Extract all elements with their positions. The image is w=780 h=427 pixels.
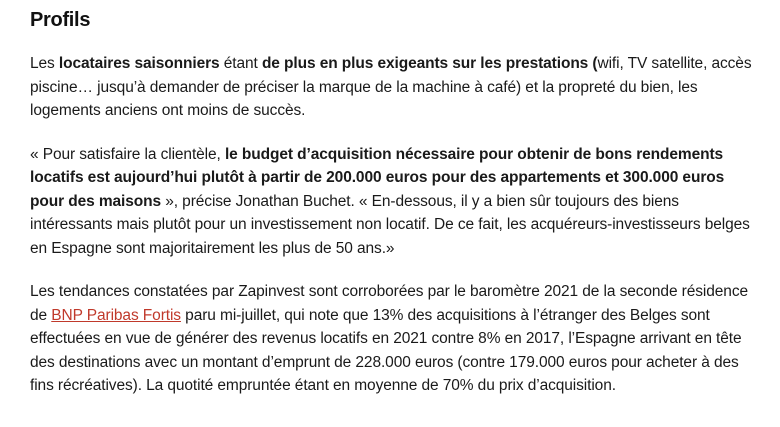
p1-bold-1: locataires saisonniers (58, 55, 220, 72)
p3-text-2: paru mi-juillet, qui note que 13% des acquisitions à l’étranger des Belges sont effectuées en vue de générer des revenus locatifs en 2021 contre 8% en 2017, l’Espagne arrivant en tête des destinations avec un montant d’emprunt de 228.000 euros (contre 179.000 euros pour acheter à des fins récréatives). La quotité empruntée étant en moyenne de 70% du prix d’acquisition. (30, 306, 742, 394)
bnp-paribas-fortis-link[interactable]: BNP Paribas Fortis (51, 306, 181, 324)
paragraph-1 (30, 52, 755, 123)
p2-text-2: », précise Jonathan Buchet. « En-dessous, il y a bien sûr toujours des biens intéressants mais plutôt pour un investissement non locatif. De ce fait, les acquéreurs-investisseurs belges en Espagne sont majoritairement les plus de 50 ans.» (30, 192, 750, 257)
section-heading: Profils (30, 9, 91, 31)
paragraph-2 (30, 143, 755, 261)
p2-bold-1: le budget d’acquisition nécessaire pour obtenir de bons rendements locatifs est aujourd’hui plutôt à partir de 200.000 euros pour des appartements et 300.000 euros pour des maisons (30, 145, 725, 210)
p3-text-1: Les tendances constatées par Zapinvest sont corroborées par le baromètre 2021 de la seconde résidence de (30, 283, 748, 324)
p2-text-1: « Pour satisfaire la clientèle, (30, 145, 225, 163)
p1-text-1: Les (30, 55, 59, 72)
p1-bold-2: de plus en plus exigeants sur les prestations ( (261, 55, 598, 72)
paragraph-3 (30, 280, 755, 398)
p1-text-2: étant (219, 55, 262, 72)
p1-text-3: wifi, TV satellite, accès piscine… jusqu’à demander de préciser la marque de la machine à café) et la propreté du bien, les logements anciens ont moins de succès. (30, 55, 752, 119)
